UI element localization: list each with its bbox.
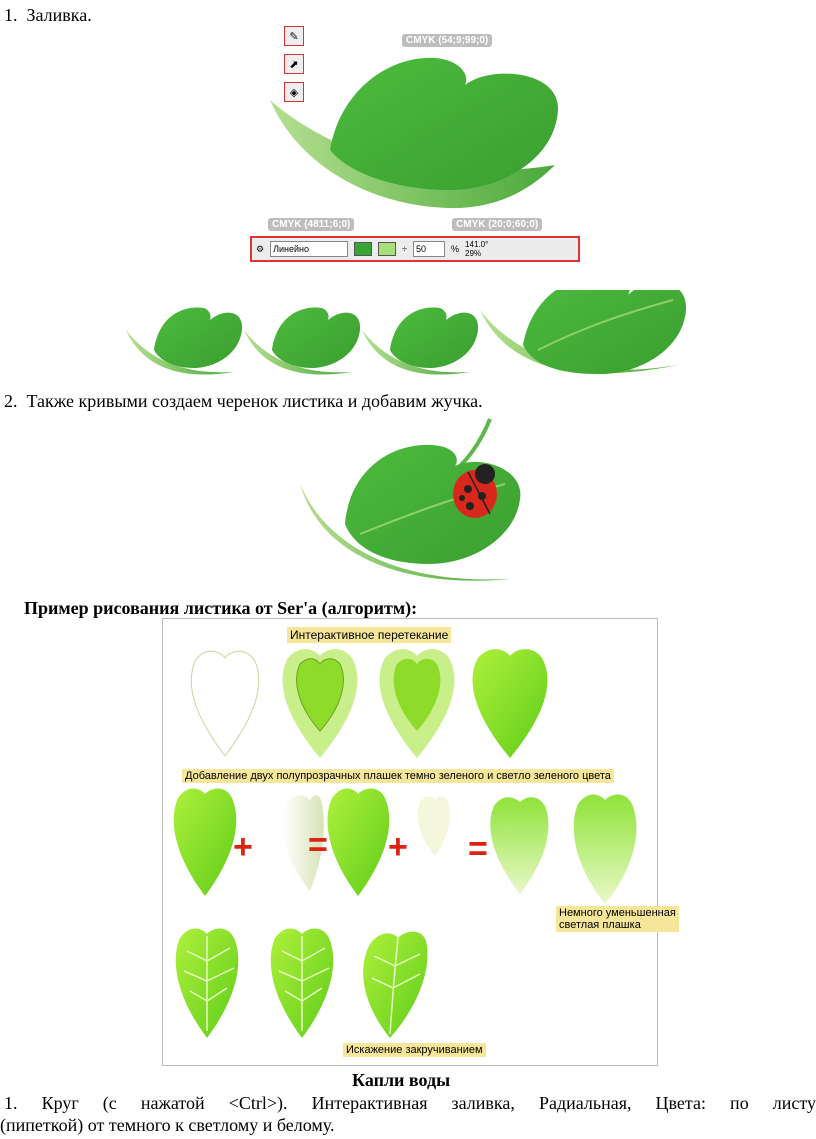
- label-small-line1: Немного уменьшенная: [559, 907, 676, 919]
- equals-sign-1: =: [308, 826, 328, 864]
- midpoint-percent: %: [451, 244, 460, 254]
- bucket-icon[interactable]: ◈: [284, 82, 304, 102]
- equals-sign-2: =: [468, 830, 488, 868]
- label-small-plate: [556, 906, 679, 932]
- cmyk-label-top: CMYK (54;9;99;0): [402, 34, 492, 47]
- plus-sign-1: +: [233, 828, 253, 866]
- fill-type-select[interactable]: Линейно: [270, 241, 348, 257]
- veined-leaves-row: [172, 926, 442, 1046]
- fill-toolbar: [250, 236, 580, 262]
- fill-settings-icon[interactable]: ⚙: [256, 243, 265, 254]
- edge-input[interactable]: 29: [465, 249, 474, 258]
- leaf-steps-row: [124, 290, 704, 390]
- label-blend: Интерактивное перетекание: [287, 627, 451, 643]
- label-twist: Искажение закручиванием: [343, 1043, 486, 1057]
- fill-tool-icon[interactable]: ⬈: [284, 54, 304, 74]
- midpoint-input[interactable]: 50: [413, 241, 445, 257]
- edge-unit: %: [473, 249, 482, 258]
- drops-title: Капли воды: [352, 1070, 451, 1090]
- drops-para-line1: 1. Круг (с нажатой <Ctrl>). Интерактивная заливка, Радиальная, Цвета: по листу: [4, 1093, 816, 1113]
- eyedropper-icon[interactable]: ✎: [284, 26, 304, 46]
- angle-input[interactable]: 141.0: [465, 240, 486, 249]
- midpoint-icon: ÷: [402, 244, 408, 254]
- drops-para-line2: (пипеткой) от темного к светлому и белому.: [0, 1115, 335, 1135]
- label-small-line2: светлая плашка: [559, 919, 641, 931]
- example-title: Пример рисования листика от Ser'a (алгоритм):: [24, 598, 418, 618]
- color2-swatch[interactable]: [378, 242, 396, 256]
- color1-swatch[interactable]: [354, 242, 372, 256]
- plus-sign-2: +: [388, 828, 408, 866]
- leaf-with-ladybug: [290, 414, 530, 594]
- cmyk-label-right: CMYK (20;0;60;0): [452, 218, 542, 231]
- section-2-heading: 2. Также кривыми создаем черенок листика и добавим жучка.: [4, 391, 483, 411]
- big-leaf-figure: [260, 50, 560, 220]
- section-1-heading: 1. Заливка.: [4, 5, 92, 25]
- degree-sign: °: [485, 240, 489, 249]
- blend-leaves-row: [185, 646, 565, 766]
- cmyk-label-left: CMYK (4811;6;0): [268, 218, 354, 231]
- label-add: Добавление двух полупрозрачных плашек темно зеленого и светло зеленого цвета: [182, 769, 614, 783]
- angle-edge-group: [465, 240, 488, 258]
